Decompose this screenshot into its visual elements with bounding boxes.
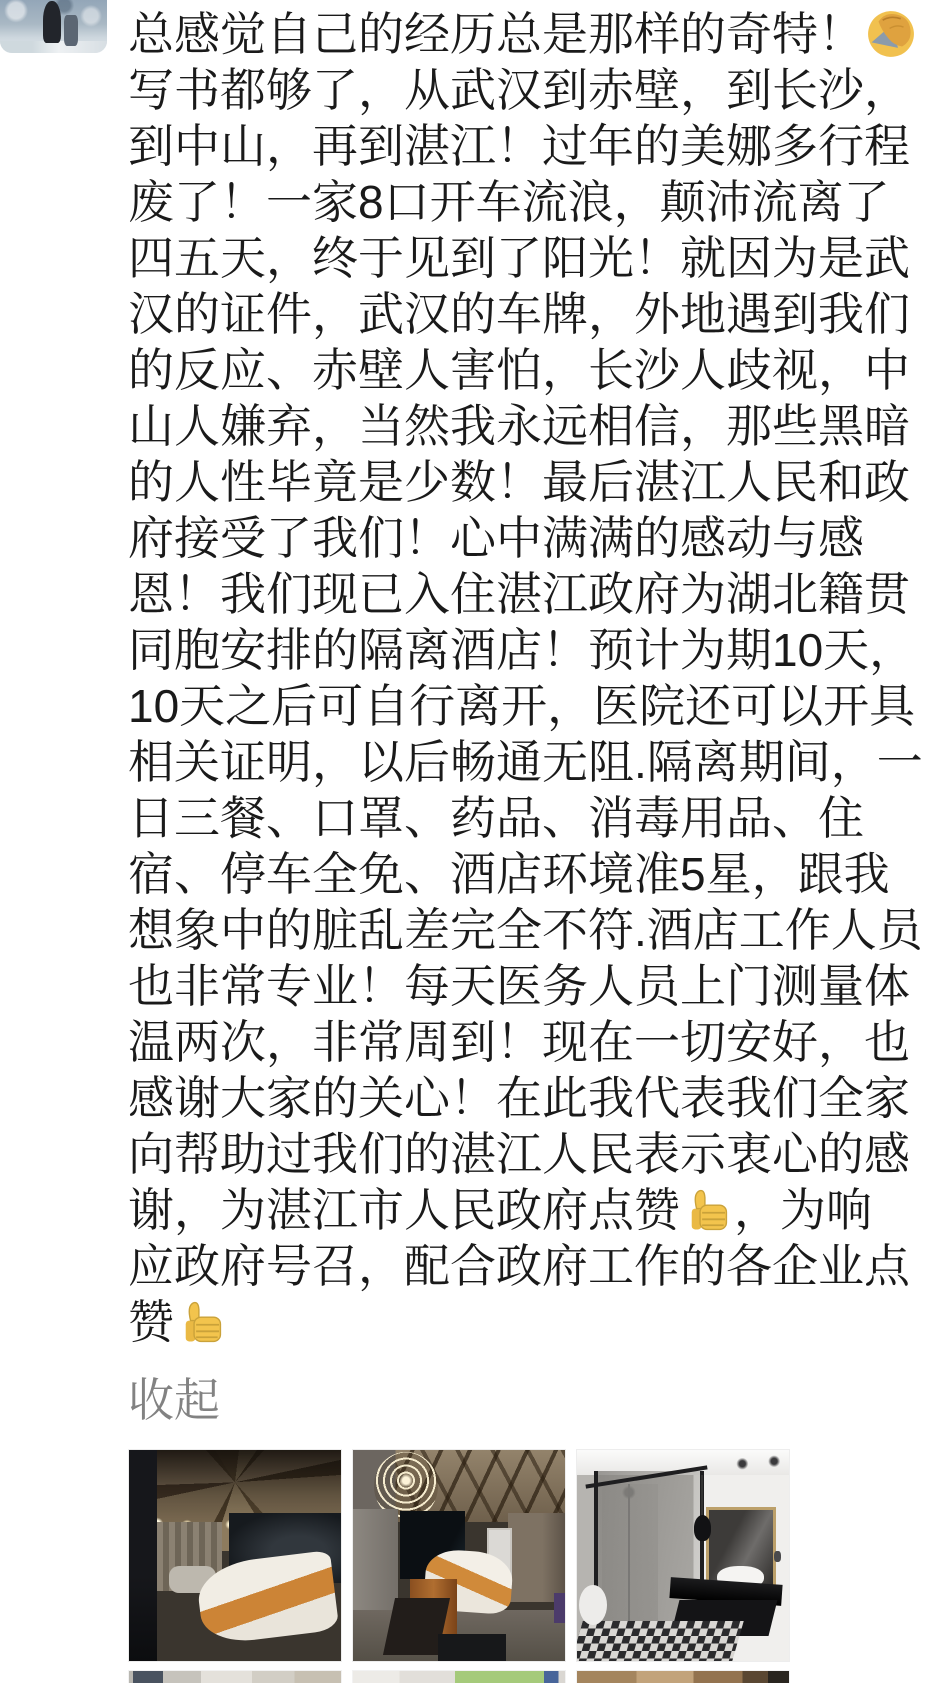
post-text-segment: 相关证明，以后畅通无阻.隔离期间，一 (128, 736, 923, 788)
post-text-segment: ，为响 (734, 1184, 872, 1236)
post-text-line (128, 230, 928, 286)
avatar-snow-ground (0, 41, 107, 53)
post-text-segment: 汉的证件，武汉的车牌，外地遇到我们 (128, 288, 910, 340)
avatar-object (64, 15, 78, 46)
bathroom-toilet-art (579, 1585, 607, 1625)
post-text-line (128, 398, 928, 454)
post-text-segment: 谢，为湛江市人民政府点赞 (128, 1184, 680, 1236)
post-text-segment: 同胞安排的隔离酒店！预计为期10天， (128, 624, 916, 676)
post-text-segment: 四五天，终于见到了阳光！就因为是武 (128, 232, 910, 284)
post-text-segment: 写书都够了，从武汉到赤壁，到长沙， (128, 64, 910, 116)
bathroom-lampcord-art (701, 1475, 703, 1517)
thumbs-up-emoji (176, 1297, 226, 1347)
post-text-segment: 日三餐、口罩、药品、消毒用品、住 (128, 792, 864, 844)
photo-partial-2[interactable] (353, 1671, 565, 1683)
post-text-segment: 恩！我们现已入住湛江政府为湖北籍贯 (128, 568, 910, 620)
post-text-segment: 到中山，再到湛江！过年的美娜多行程 (128, 120, 910, 172)
photo-bedroom-1[interactable] (129, 1450, 341, 1661)
post-text-segment: 宿、停车全免、酒店环境准5星，跟我 (128, 848, 890, 900)
post-text-line (128, 1014, 928, 1070)
post-text-segment: 的人性毕竟是少数！最后湛江人民和政 (128, 456, 910, 508)
post-text-segment: 赞 (128, 1296, 174, 1348)
post-text-line (128, 1238, 928, 1294)
post-text-line (128, 958, 928, 1014)
post-text-line (128, 6, 928, 62)
bathroom-lamp-art (694, 1515, 711, 1540)
post-text-segment: 向帮助过我们的湛江人民表示衷心的感 (128, 1128, 910, 1180)
post-text-segment: 10天之后可自行离开，医院还可以开具 (128, 680, 916, 732)
post-text-segment: 温两次，非常周到！现在一切安好，也 (128, 1016, 910, 1068)
avatar[interactable] (0, 0, 107, 53)
photo-bedroom-2[interactable] (353, 1450, 565, 1661)
post-text-line (128, 846, 928, 902)
post-content (128, 6, 928, 1683)
post-text-segment: 山人嫌弃，当然我永远相信，那些黑暗 (128, 400, 910, 452)
post-text-line (128, 1294, 928, 1350)
post-text-segment: 感谢大家的关心！在此我代表我们全家 (128, 1072, 910, 1124)
thumbs-up-emoji (682, 1185, 732, 1235)
post-text-line (128, 902, 928, 958)
post-text-segment: 想象中的脏乱差完全不符.酒店工作人员 (128, 904, 923, 956)
bathroom-floor-art (577, 1621, 744, 1661)
photo-partial-1[interactable] (129, 1671, 341, 1683)
post-text-line (128, 1182, 928, 1238)
photo-bathroom[interactable] (577, 1450, 789, 1661)
bedroom2-shadow-art (438, 1634, 506, 1661)
post-text-segment: 总感觉自己的经历总是那样的奇特！ (128, 8, 864, 60)
post-text-line (128, 622, 928, 678)
post-text-segment: 也非常专业！每天医务人员上门测量体 (128, 960, 910, 1012)
post-text-line (128, 342, 928, 398)
post-text-line (128, 566, 928, 622)
post-text-line (128, 790, 928, 846)
photo-partial-3[interactable] (577, 1671, 789, 1683)
post-text-segment: 废了！一家8口开车流浪，颠沛流离了 (128, 176, 890, 228)
photo-grid-row-2 (129, 1671, 928, 1683)
collapse-link[interactable]: 收起 (128, 1374, 220, 1426)
post-text-segment: 的反应、赤壁人害怕，长沙人歧视，中 (128, 344, 910, 396)
post-text-line (128, 286, 928, 342)
bedroom2-rightwall-art (508, 1513, 565, 1602)
post-text-line (128, 734, 928, 790)
avatar-person-silhouette (43, 1, 61, 43)
post-text (128, 6, 928, 1350)
post-text-line (128, 454, 928, 510)
post-text-line (128, 510, 928, 566)
bedroom2-purple-art (554, 1593, 565, 1623)
post-text-line (128, 118, 928, 174)
post-text-line (128, 1126, 928, 1182)
bathroom-handle-art (774, 1551, 780, 1562)
post-text-line (128, 1070, 928, 1126)
post-text-line (128, 62, 928, 118)
post-text-line (128, 174, 928, 230)
post-text-segment: 应政府号召，配合政府工作的各企业点 (128, 1240, 910, 1292)
post-text-segment: 府接受了我们！心中满满的感动与感 (128, 512, 864, 564)
post-text-line (128, 678, 928, 734)
photo-grid (129, 1450, 928, 1661)
facepalm-emoji (866, 9, 916, 59)
